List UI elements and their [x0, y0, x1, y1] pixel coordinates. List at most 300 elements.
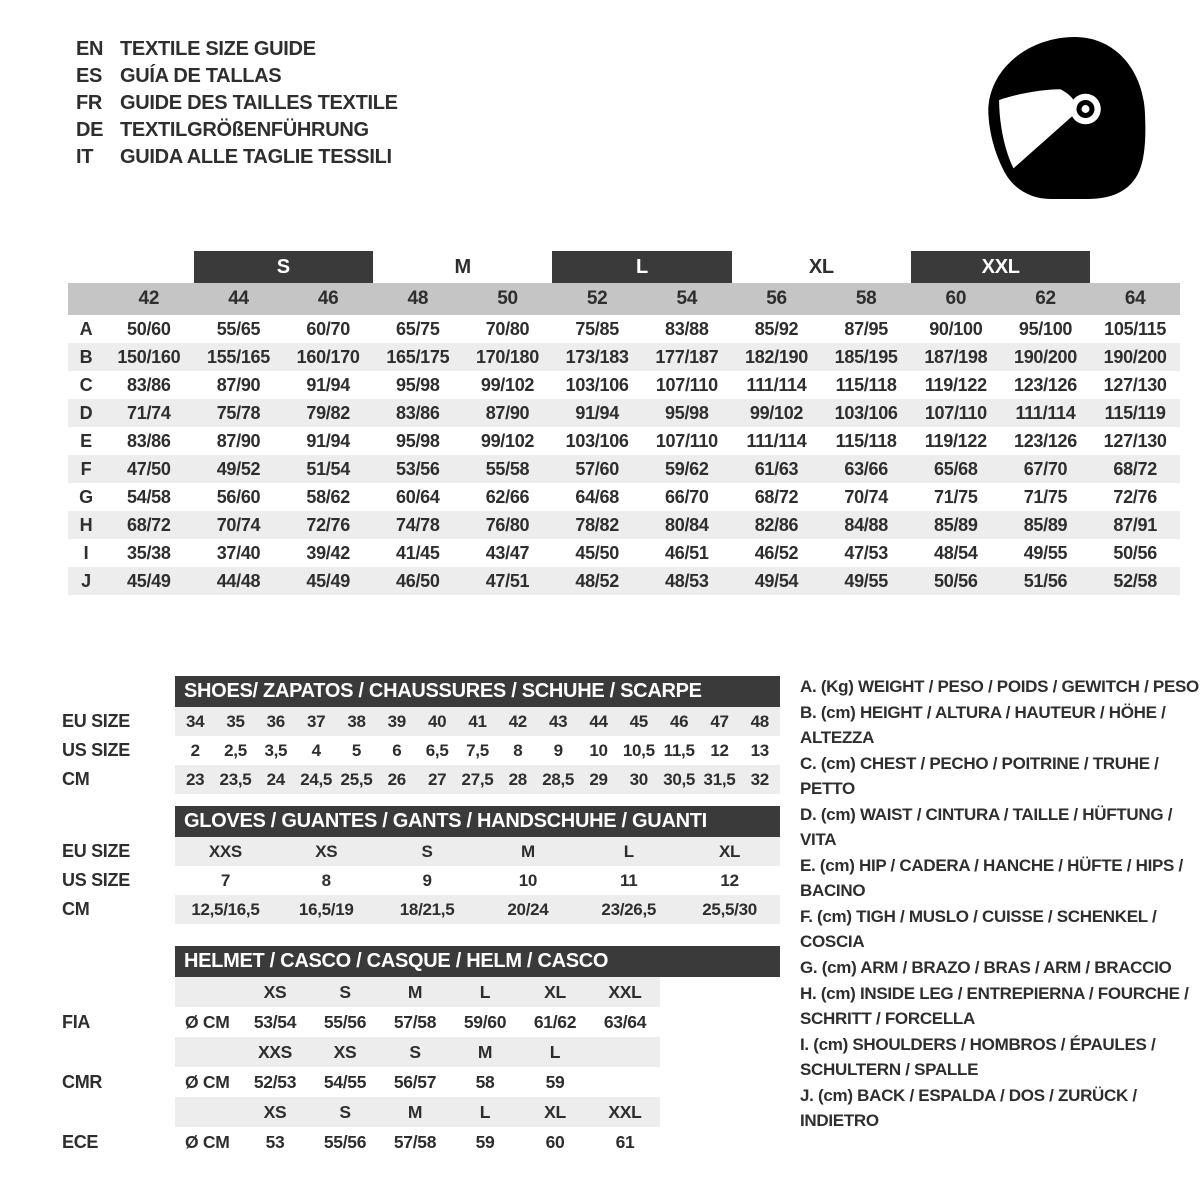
cell: 160/170: [296, 347, 360, 367]
size-number: 60: [945, 288, 967, 309]
row-letter: D: [79, 403, 93, 423]
cell: 50/56: [1113, 543, 1157, 563]
language-row: [76, 63, 398, 90]
corner-cell: [68, 283, 104, 315]
language-list: [76, 36, 398, 171]
gloves-row: [62, 837, 780, 866]
standard-label: FIA: [62, 1012, 91, 1032]
size-label: XXL: [608, 1102, 642, 1122]
legend-item: D. (cm) WAIST / CINTURA / TAILLE / HÜFTUNG / VITA: [800, 805, 1173, 849]
cell: 187/198: [924, 347, 988, 367]
cell: 27: [428, 770, 447, 789]
cell: XL: [719, 842, 741, 861]
cell: 52/58: [1113, 571, 1157, 591]
legend-item: B. (cm) HEIGHT / ALTURA / HAUTEUR / HÖHE / ALTEZZA: [800, 703, 1166, 747]
table-row: [68, 567, 1180, 595]
cell: 35/38: [127, 543, 171, 563]
cell: 61/62: [533, 1012, 577, 1032]
gloves-title: GLOVES / GUANTES / GANTS / HANDSCHUHE / GUANTI: [175, 806, 780, 837]
cell: 61: [615, 1132, 635, 1152]
cell: 99/102: [480, 375, 535, 395]
language-code: EN: [76, 38, 104, 60]
cell: 60/64: [396, 487, 440, 507]
cell: 87/95: [844, 319, 888, 339]
size-number: 50: [497, 288, 518, 309]
cell: 177/187: [655, 347, 719, 367]
cell: 43/47: [485, 543, 530, 563]
cell: 119/122: [924, 431, 987, 451]
table-row: [68, 539, 1180, 567]
size-label: XL: [544, 1102, 566, 1122]
size-number: 58: [855, 288, 877, 309]
language-label: GUIDE DES TAILLES TEXTILE: [120, 92, 398, 114]
cell: 68/72: [754, 487, 799, 507]
cell: 103/106: [565, 431, 629, 451]
cell: 87/91: [1113, 515, 1157, 535]
cell: 41: [468, 712, 487, 731]
cell: 111/114: [746, 375, 807, 395]
textile-size-table: [68, 251, 1180, 595]
cell: 68/72: [1113, 459, 1157, 479]
cell: 2: [190, 741, 200, 760]
cell: 54/58: [127, 487, 171, 507]
row-values: [175, 866, 780, 895]
diameter-unit: Ø CM: [185, 1012, 230, 1032]
cell: 70/74: [844, 487, 888, 507]
cell: 111/114: [746, 431, 807, 451]
cell: 47: [710, 712, 729, 731]
cell: 82/86: [754, 515, 799, 535]
cell: 55/58: [485, 459, 530, 479]
size-label: XXL: [608, 982, 642, 1002]
cell: 56/60: [216, 487, 261, 507]
cell: 119/122: [924, 375, 987, 395]
shoes-row: [62, 736, 780, 765]
table-row: [68, 371, 1180, 399]
cell: 155/165: [207, 347, 270, 367]
cell: 36: [266, 712, 285, 731]
cell: 30,5: [663, 770, 696, 789]
size-label: XS: [263, 982, 287, 1002]
table-row: [68, 315, 1180, 343]
cell: L: [623, 842, 634, 861]
cell: 13: [750, 741, 769, 760]
legend-item: E. (cm) HIP / CADERA / HANCHE / HÜFTE / HIPS / BACINO: [800, 856, 1183, 900]
cell: 45/49: [127, 571, 171, 591]
helmet-standard-row: [62, 1067, 780, 1097]
cell: 54/55: [323, 1072, 367, 1092]
cell: 190/200: [1103, 347, 1167, 367]
diameter-unit: Ø CM: [185, 1132, 230, 1152]
cell: 29: [589, 770, 608, 789]
cell: 49/55: [1023, 543, 1068, 563]
cell: 43: [549, 712, 568, 731]
cell: 107/110: [655, 375, 718, 395]
cell: 74/78: [396, 515, 440, 535]
cell: 83/86: [127, 431, 171, 451]
cell: 12: [710, 741, 729, 760]
table-row: [68, 483, 1180, 511]
size-label: S: [339, 982, 351, 1002]
cell: 27,5: [461, 770, 494, 789]
cell: 34: [186, 712, 205, 731]
racing-helmet-icon: [975, 28, 1160, 208]
spacer: [62, 806, 175, 837]
cell: 53/54: [253, 1012, 297, 1032]
row-letter: G: [79, 487, 93, 507]
size-group-l: L: [552, 251, 731, 283]
cell: 165/175: [386, 347, 450, 367]
row-values: [175, 736, 780, 765]
cell: 59/60: [463, 1012, 507, 1032]
size-label: XS: [333, 1042, 357, 1062]
cell: 127/130: [1103, 431, 1167, 451]
cell: 23/26,5: [601, 900, 657, 919]
language-code: IT: [76, 146, 94, 168]
cell: 49/55: [844, 571, 888, 591]
cell: 105/115: [1104, 319, 1167, 339]
cell: 58/62: [306, 487, 350, 507]
cell: 65/75: [396, 319, 440, 339]
cell: 76/80: [485, 515, 530, 535]
cell: 115/119: [1104, 403, 1166, 423]
cell: 45/50: [575, 543, 619, 563]
language-code: DE: [76, 119, 104, 141]
cell: 25,5: [340, 770, 373, 789]
cell: 107/110: [655, 431, 718, 451]
cell: 70/74: [216, 515, 261, 535]
cell: 115/118: [835, 431, 897, 451]
cell: 170/180: [476, 347, 539, 367]
cell: 182/190: [745, 347, 808, 367]
legend-item: H. (cm) INSIDE LEG / ENTREPIERNA / FOURCHE / SCHRITT / FORCELLA: [800, 984, 1189, 1028]
cell: 95/100: [1018, 319, 1073, 339]
row-letter: E: [80, 431, 92, 451]
cell: 87/90: [216, 375, 261, 395]
cell: 84/88: [844, 515, 888, 535]
size-group-xl: XL: [808, 256, 834, 278]
language-label: GUÍA DE TALLAS: [120, 65, 282, 87]
size-number: 42: [138, 288, 160, 309]
standard-values: [175, 1127, 660, 1157]
cell: 2,5: [224, 741, 247, 760]
legend-item: F. (cm) TIGH / MUSLO / CUISSE / SCHENKEL / COSCIA: [800, 907, 1157, 951]
cell: 95/98: [396, 375, 440, 395]
cell: 46/52: [754, 543, 799, 563]
cell: 12,5/16,5: [191, 900, 260, 919]
spacer: [62, 946, 175, 977]
cell: 61/63: [754, 459, 799, 479]
cell: 38: [347, 712, 366, 731]
cell: 10: [589, 741, 608, 760]
row-values: [175, 895, 780, 924]
cell: 68/72: [127, 515, 171, 535]
cell: 28,5: [542, 770, 575, 789]
cell: 48/53: [665, 571, 709, 591]
legend-item: I. (cm) SHOULDERS / HOMBROS / ÉPAULES / SCHULTERN / SPALLE: [800, 1035, 1156, 1079]
language-code: ES: [76, 65, 103, 87]
helmet-size-header-row: [62, 1097, 780, 1127]
shoes-table: [62, 676, 780, 794]
cell: 47/53: [844, 543, 888, 563]
size-number: 48: [407, 288, 429, 309]
cell: M: [520, 842, 535, 861]
cell: 45/49: [306, 571, 350, 591]
cell: 99/102: [480, 431, 535, 451]
cell: 32: [750, 770, 769, 789]
cell: 190/200: [1014, 347, 1077, 367]
row-label: EU SIZE: [62, 841, 130, 861]
cell: 39: [387, 712, 406, 731]
cell: 46/51: [665, 543, 709, 563]
cell: 95/98: [665, 403, 709, 423]
cell: 10: [518, 871, 538, 890]
row-label: US SIZE: [62, 740, 130, 760]
legend-item: C. (cm) CHEST / PECHO / POITRINE / TRUHE / PETTO: [800, 754, 1159, 798]
cell: 60/70: [306, 319, 350, 339]
cell: 59: [545, 1072, 565, 1092]
cell: 71/75: [1023, 487, 1068, 507]
size-label: S: [339, 1102, 351, 1122]
size-header-values: [175, 1037, 660, 1067]
cell: 185/195: [834, 347, 898, 367]
size-number: 56: [766, 288, 787, 309]
cell: 55/65: [216, 319, 261, 339]
cell: 65/68: [934, 459, 978, 479]
cell: 59: [475, 1132, 495, 1152]
row-letter: F: [80, 459, 92, 479]
cell: 91/94: [306, 375, 350, 395]
row-label: CM: [62, 769, 90, 789]
cell: 87/90: [216, 431, 261, 451]
cell: 8: [513, 741, 523, 760]
cell: 7,5: [466, 741, 489, 760]
cell: 26: [387, 770, 406, 789]
size-header-values: [175, 1097, 660, 1127]
size-label: XXS: [257, 1042, 293, 1062]
cell: 37: [307, 712, 326, 731]
cell: 46/50: [396, 571, 440, 591]
cell: 58: [475, 1072, 495, 1092]
cell: 48/54: [934, 543, 978, 563]
size-group-m: M: [454, 256, 471, 278]
cell: 57/60: [575, 459, 619, 479]
cell: 85/89: [1023, 515, 1068, 535]
standard-values: [175, 1067, 660, 1097]
cell: 99/102: [749, 403, 804, 423]
size-number: 64: [1124, 288, 1146, 309]
size-label: S: [409, 1042, 421, 1062]
table-row: [68, 427, 1180, 455]
cell: 59/62: [665, 459, 709, 479]
cell: 45: [629, 712, 648, 731]
size-number: 44: [228, 288, 249, 309]
cell: 55/56: [323, 1012, 367, 1032]
cell: 31,5: [703, 770, 736, 789]
gloves-row: [62, 866, 780, 895]
legend-item: J. (cm) BACK / ESPALDA / DOS / ZURÜCK / INDIETRO: [800, 1086, 1137, 1130]
legend-item: A. (Kg) WEIGHT / PESO / POIDS / GEWITCH / PESO: [800, 677, 1199, 696]
size-label: XL: [544, 982, 566, 1002]
standard-label: ECE: [62, 1132, 99, 1152]
cell: 95/98: [396, 431, 440, 451]
cell: 49/54: [754, 571, 799, 591]
size-header-values: [175, 977, 660, 1007]
cell: 47/50: [127, 459, 171, 479]
cell: 80/84: [665, 515, 709, 535]
cell: 11: [620, 871, 638, 890]
language-label: GUIDA ALLE TAGLIE TESSILI: [120, 146, 392, 168]
cell: 24: [266, 770, 285, 789]
cell: 50/60: [127, 319, 171, 339]
cell: 85/92: [754, 319, 799, 339]
language-row: [76, 117, 398, 144]
cell: S: [421, 842, 433, 861]
cell: 123/126: [1014, 431, 1077, 451]
cell: XXS: [208, 842, 242, 861]
cell: 5: [351, 741, 362, 760]
cell: 51/54: [306, 459, 350, 479]
cell: 7: [220, 871, 230, 890]
cell: 16,5/19: [298, 900, 354, 919]
cell: 173/183: [565, 347, 629, 367]
spacer: [175, 1037, 240, 1067]
measurement-rows: [68, 315, 1180, 595]
table-row: [68, 455, 1180, 483]
cell: 83/88: [665, 319, 709, 339]
row-letter: H: [79, 515, 93, 535]
helmet-size-header-row: [62, 1037, 780, 1067]
spacer: [62, 1097, 175, 1127]
cell: 44/48: [216, 571, 261, 591]
cell: 53/56: [396, 459, 440, 479]
size-label: M: [407, 1102, 423, 1122]
cell: 71/74: [127, 403, 171, 423]
row-label: US SIZE: [62, 870, 130, 890]
cell: 20/24: [507, 900, 549, 919]
cell: 53: [265, 1132, 285, 1152]
sub-tables: [62, 676, 780, 1157]
cell: 64/68: [575, 487, 619, 507]
cell: 12: [720, 871, 739, 890]
cell: 46: [670, 712, 689, 731]
cell: 6: [392, 741, 402, 760]
cell: 83/86: [127, 375, 171, 395]
cell: 57/58: [393, 1012, 437, 1032]
cell: 83/86: [396, 403, 440, 423]
row-letter: I: [83, 543, 89, 563]
row-label: EU SIZE: [62, 711, 130, 731]
cell: 103/106: [834, 403, 898, 423]
cell: 62/66: [485, 487, 530, 507]
cell: 40: [428, 712, 447, 731]
cell: 6,5: [425, 741, 449, 760]
row-label: CM: [62, 899, 90, 919]
cell: 10,5: [622, 741, 655, 760]
shoes-row: [62, 765, 780, 794]
cell: 66/70: [665, 487, 709, 507]
helmet-standard-row: [62, 1127, 780, 1157]
helmet-size-header-row: [62, 977, 780, 1007]
cell: 150/160: [117, 347, 181, 367]
cell: 42: [508, 712, 527, 731]
cell: 35: [226, 712, 245, 731]
spacer: [62, 1037, 175, 1067]
shoes-title: SHOES/ ZAPATOS / CHAUSSURES / SCHUHE / SCARPE: [175, 676, 780, 707]
cell: 115/118: [835, 375, 897, 395]
size-number: 62: [1035, 288, 1056, 309]
cell: [590, 1067, 660, 1097]
cell: 28: [508, 770, 527, 789]
row-letter: B: [79, 347, 93, 367]
language-row: [76, 144, 398, 171]
cell: 75/85: [575, 319, 619, 339]
cell: 9: [422, 871, 432, 890]
helmet-title-row: [62, 946, 780, 977]
cell: XS: [315, 842, 338, 861]
cell: 9: [553, 741, 563, 760]
size-number-row: [68, 283, 1180, 315]
shoes-row: [62, 707, 780, 736]
diameter-unit: Ø CM: [185, 1072, 230, 1092]
cell: 56/57: [393, 1072, 437, 1092]
size-label: M: [407, 982, 423, 1002]
cell: 23: [186, 770, 205, 789]
cell: 67/70: [1023, 459, 1068, 479]
cell: 8: [321, 871, 331, 890]
row-letter: A: [79, 319, 93, 339]
cell: 41/45: [396, 543, 440, 563]
cell: 47/51: [485, 571, 530, 591]
cell: 103/106: [565, 375, 629, 395]
language-label: TEXTILE SIZE GUIDE: [120, 38, 316, 60]
gloves-row: [62, 895, 780, 924]
cell: 37/40: [216, 543, 261, 563]
cell: 75/78: [216, 403, 261, 423]
cell: 23,5: [219, 770, 252, 789]
legend-item: G. (cm) ARM / BRAZO / BRAS / ARM / BRACCIO: [800, 958, 1172, 977]
size-label: M: [477, 1042, 493, 1062]
cell: 85/89: [934, 515, 978, 535]
size-group-s: S: [194, 251, 373, 283]
language-row: [76, 90, 398, 117]
helmet-title: HELMET / CASCO / CASQUE / HELM / CASCO: [175, 946, 780, 977]
cell: 127/130: [1103, 375, 1167, 395]
row-letter: C: [79, 375, 93, 395]
cell: 48/52: [575, 571, 619, 591]
cell: 63/66: [844, 459, 888, 479]
row-values: [175, 765, 780, 794]
cell: 11,5: [663, 741, 695, 760]
cell: 49/52: [216, 459, 261, 479]
helmet-standard-row: [62, 1007, 780, 1037]
spacer: [62, 676, 175, 707]
cell: 52/53: [253, 1072, 297, 1092]
cell: 90/100: [929, 319, 983, 339]
cell: 87/90: [485, 403, 530, 423]
cell: 63/64: [603, 1012, 647, 1032]
row-letter: J: [81, 571, 91, 591]
size-number: 52: [586, 288, 608, 309]
size-number: 46: [317, 288, 339, 309]
cell: 4: [311, 741, 321, 760]
cell: 72/76: [1113, 487, 1157, 507]
cell: 18/21,5: [399, 900, 455, 919]
table-row: [68, 343, 1180, 371]
cell: 70/80: [485, 319, 530, 339]
table-row: [68, 511, 1180, 539]
cell: 72/76: [306, 515, 350, 535]
